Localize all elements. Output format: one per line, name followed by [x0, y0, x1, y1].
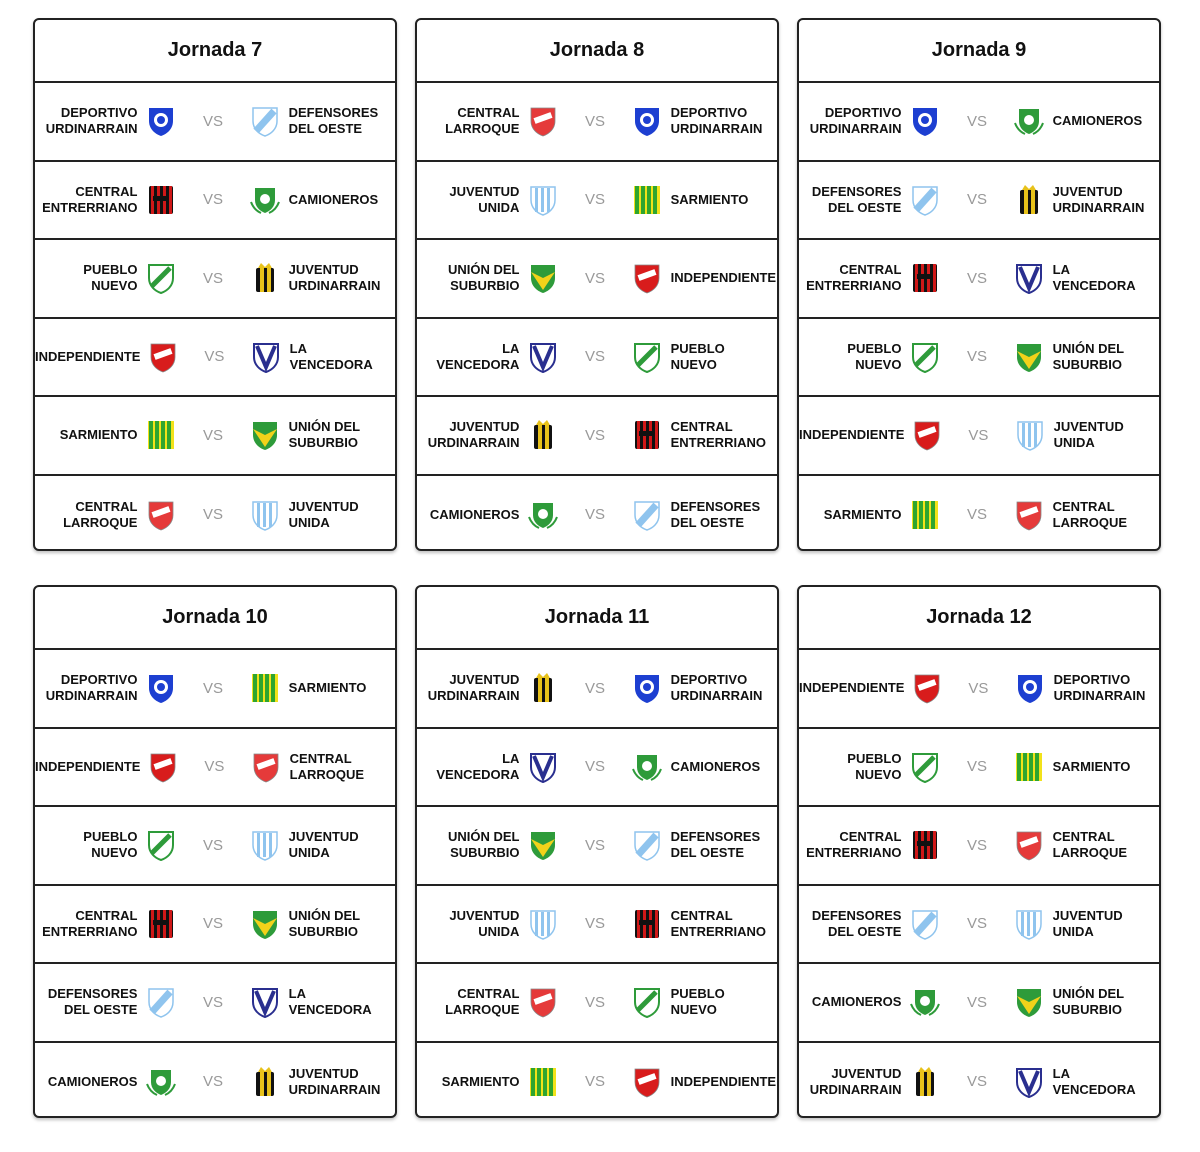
pueblo-nuevo-crest-icon [631, 341, 663, 373]
independiente-crest-icon [911, 672, 943, 704]
vs-label: VS [585, 915, 606, 933]
home-team-name: UNIÓN DEL SUBURBIO [447, 829, 520, 861]
sarmiento-crest-icon [1013, 751, 1045, 783]
match-row [35, 397, 395, 476]
independiente-crest-icon [631, 262, 663, 294]
la-vencedora-crest-icon [527, 341, 559, 373]
juventud-urdinarrain-crest-icon [249, 1066, 281, 1098]
away-team-name: UNIÓN DEL SUBURBIO [288, 419, 361, 451]
home-team-name: INDEPENDIENTE [799, 680, 905, 696]
match-row [35, 476, 395, 552]
camioneros-crest-icon [631, 751, 663, 783]
vs-label: VS [967, 993, 988, 1011]
vs-label: VS [585, 679, 606, 697]
union-del-suburbio-crest-icon [249, 419, 281, 451]
away-team-name: UNIÓN DEL SUBURBIO [1052, 340, 1125, 372]
away-team-name: JUVENTUD UNIDA [288, 498, 359, 530]
vs-label: VS [585, 269, 606, 287]
vs-label: VS [203, 915, 224, 933]
vs-label: VS [967, 269, 988, 287]
jornada-title: Jornada 11 [417, 587, 777, 650]
away-team-name: LA VENCEDORA [1052, 262, 1136, 294]
match-row [35, 964, 395, 1043]
home-team-name: PUEBLO NUEVO [847, 750, 902, 782]
away-team-name: UNIÓN DEL SUBURBIO [1052, 986, 1125, 1018]
camioneros-crest-icon [909, 986, 941, 1018]
pueblo-nuevo-crest-icon [631, 986, 663, 1018]
juventud-urdinarrain-crest-icon [527, 672, 559, 704]
away-team-name: INDEPENDIENTE [670, 270, 777, 286]
juventud-unida-crest-icon [1014, 419, 1046, 451]
vs-label: VS [204, 758, 225, 776]
match-row [417, 240, 777, 319]
defensores-del-oeste-crest-icon [631, 829, 663, 861]
union-del-suburbio-crest-icon [1013, 341, 1045, 373]
home-team-name: JUVENTUD UNIDA [449, 183, 520, 215]
home-team-name: INDEPENDIENTE [35, 348, 141, 364]
away-team-name: JUVENTUD UNIDA [288, 829, 359, 861]
away-team-name: JUVENTUD UNIDA [1053, 419, 1124, 451]
jornada-title: Jornada 12 [799, 587, 1159, 650]
defensores-del-oeste-crest-icon [909, 184, 941, 216]
match-row [35, 240, 395, 319]
central-entrerriano-crest-icon [631, 908, 663, 940]
away-team-name: JUVENTUD URDINARRAIN [288, 262, 381, 294]
match-row [35, 83, 395, 162]
away-team-name: CAMIONEROS [288, 191, 379, 207]
deportivo-urdinarrain-crest-icon [145, 672, 177, 704]
la-vencedora-crest-icon [250, 341, 282, 373]
match-row [799, 650, 1159, 729]
home-team-name: DEFENSORES DEL OESTE [811, 907, 902, 939]
juventud-urdinarrain-crest-icon [249, 262, 281, 294]
home-team-name: DEFENSORES DEL OESTE [47, 986, 138, 1018]
home-team-name: CENTRAL ENTRERRIANO [806, 829, 902, 861]
home-team-name: DEPORTIVO URDINARRAIN [45, 672, 138, 704]
jornada-title: Jornada 7 [35, 20, 395, 83]
vs-label: VS [585, 348, 606, 366]
away-team-name: DEPORTIVO URDINARRAIN [1053, 672, 1146, 704]
juventud-unida-crest-icon [249, 829, 281, 861]
home-team-name: SARMIENTO [823, 506, 902, 522]
match-row [799, 240, 1159, 319]
away-team-name: CENTRAL LARROQUE [289, 750, 365, 782]
la-vencedora-crest-icon [1013, 262, 1045, 294]
vs-label: VS [585, 758, 606, 776]
home-team-name: JUVENTUD URDINARRAIN [809, 1065, 902, 1097]
vs-label: VS [585, 836, 606, 854]
union-del-suburbio-crest-icon [249, 908, 281, 940]
match-row [799, 807, 1159, 886]
vs-label: VS [967, 191, 988, 209]
defensores-del-oeste-crest-icon [145, 986, 177, 1018]
match-row [799, 476, 1159, 552]
vs-label: VS [203, 1073, 224, 1091]
jornada-card [415, 18, 779, 551]
home-team-name: CENTRAL LARROQUE [445, 986, 520, 1018]
match-row [799, 319, 1159, 398]
match-row [799, 964, 1159, 1043]
vs-label: VS [968, 426, 989, 444]
away-team-name: SARMIENTO [670, 191, 749, 207]
sarmiento-crest-icon [249, 672, 281, 704]
vs-label: VS [968, 679, 989, 697]
pueblo-nuevo-crest-icon [909, 341, 941, 373]
juventud-urdinarrain-crest-icon [909, 1066, 941, 1098]
vs-label: VS [585, 506, 606, 524]
away-team-name: CENTRAL ENTRERRIANO [670, 907, 766, 939]
deportivo-urdinarrain-crest-icon [1014, 672, 1046, 704]
union-del-suburbio-crest-icon [527, 262, 559, 294]
camioneros-crest-icon [249, 184, 281, 216]
away-team-name: CENTRAL ENTRERRIANO [670, 419, 766, 451]
la-vencedora-crest-icon [1013, 1066, 1045, 1098]
camioneros-crest-icon [527, 499, 559, 531]
away-team-name: DEFENSORES DEL OESTE [670, 829, 761, 861]
match-row [417, 319, 777, 398]
deportivo-urdinarrain-crest-icon [631, 105, 663, 137]
vs-label: VS [585, 1073, 606, 1091]
match-row [799, 162, 1159, 241]
deportivo-urdinarrain-crest-icon [631, 672, 663, 704]
pueblo-nuevo-crest-icon [909, 751, 941, 783]
match-row [417, 964, 777, 1043]
camioneros-crest-icon [145, 1066, 177, 1098]
sarmiento-crest-icon [145, 419, 177, 451]
away-team-name: CAMIONEROS [670, 758, 761, 774]
vs-label: VS [585, 426, 606, 444]
jornada-card [797, 585, 1161, 1118]
away-team-name: DEFENSORES DEL OESTE [288, 105, 379, 137]
la-vencedora-crest-icon [249, 986, 281, 1018]
jornada-title: Jornada 10 [35, 587, 395, 650]
home-team-name: PUEBLO NUEVO [83, 262, 138, 294]
vs-label: VS [967, 348, 988, 366]
jornada-title: Jornada 8 [417, 20, 777, 83]
central-larroque-crest-icon [250, 751, 282, 783]
match-row [35, 886, 395, 965]
central-entrerriano-crest-icon [145, 908, 177, 940]
home-team-name: SARMIENTO [441, 1073, 520, 1089]
home-team-name: CAMIONEROS [429, 506, 520, 522]
away-team-name: LA VENCEDORA [288, 986, 372, 1018]
independiente-crest-icon [147, 341, 179, 373]
vs-label: VS [203, 836, 224, 854]
vs-label: VS [967, 836, 988, 854]
away-team-name: DEPORTIVO URDINARRAIN [670, 672, 763, 704]
away-team-name: LA VENCEDORA [1052, 1065, 1136, 1097]
match-row [417, 1043, 777, 1119]
home-team-name: CENTRAL ENTRERRIANO [42, 907, 138, 939]
juventud-urdinarrain-crest-icon [1013, 184, 1045, 216]
vs-label: VS [967, 1073, 988, 1091]
match-row [417, 729, 777, 808]
central-entrerriano-crest-icon [631, 419, 663, 451]
match-row [799, 397, 1159, 476]
match-row [35, 807, 395, 886]
match-row [417, 397, 777, 476]
juventud-unida-crest-icon [249, 499, 281, 531]
match-row [35, 1043, 395, 1119]
match-row [799, 729, 1159, 808]
vs-label: VS [967, 112, 988, 130]
home-team-name: CENTRAL ENTRERRIANO [806, 262, 902, 294]
home-team-name: JUVENTUD URDINARRAIN [427, 672, 520, 704]
pueblo-nuevo-crest-icon [145, 262, 177, 294]
deportivo-urdinarrain-crest-icon [909, 105, 941, 137]
central-entrerriano-crest-icon [909, 262, 941, 294]
home-team-name: UNIÓN DEL SUBURBIO [447, 262, 520, 294]
vs-label: VS [203, 993, 224, 1011]
away-team-name: PUEBLO NUEVO [670, 340, 725, 372]
vs-label: VS [203, 269, 224, 287]
jornada-title: Jornada 9 [799, 20, 1159, 83]
home-team-name: JUVENTUD URDINARRAIN [427, 419, 520, 451]
vs-label: VS [204, 348, 225, 366]
match-row [799, 1043, 1159, 1119]
central-entrerriano-crest-icon [145, 184, 177, 216]
independiente-crest-icon [631, 1066, 663, 1098]
away-team-name: DEPORTIVO URDINARRAIN [670, 105, 763, 137]
defensores-del-oeste-crest-icon [631, 499, 663, 531]
away-team-name: JUVENTUD URDINARRAIN [288, 1065, 381, 1097]
away-team-name: CAMIONEROS [1052, 113, 1143, 129]
match-row [417, 807, 777, 886]
central-larroque-crest-icon [145, 499, 177, 531]
pueblo-nuevo-crest-icon [145, 829, 177, 861]
union-del-suburbio-crest-icon [527, 829, 559, 861]
match-row [799, 886, 1159, 965]
home-team-name: CENTRAL ENTRERRIANO [42, 183, 138, 215]
home-team-name: INDEPENDIENTE [799, 427, 905, 443]
vs-label: VS [203, 506, 224, 524]
central-larroque-crest-icon [1013, 499, 1045, 531]
vs-label: VS [203, 679, 224, 697]
jornada-card [797, 18, 1161, 551]
away-team-name: INDEPENDIENTE [670, 1073, 777, 1089]
match-row [417, 650, 777, 729]
vs-label: VS [967, 758, 988, 776]
match-row [417, 886, 777, 965]
sarmiento-crest-icon [631, 184, 663, 216]
home-team-name: CAMIONEROS [811, 994, 902, 1010]
vs-label: VS [203, 191, 224, 209]
away-team-name: LA VENCEDORA [289, 340, 373, 372]
defensores-del-oeste-crest-icon [249, 105, 281, 137]
away-team-name: UNIÓN DEL SUBURBIO [288, 907, 361, 939]
home-team-name: JUVENTUD UNIDA [449, 907, 520, 939]
sarmiento-crest-icon [527, 1066, 559, 1098]
away-team-name: SARMIENTO [288, 680, 367, 696]
vs-label: VS [967, 915, 988, 933]
central-larroque-crest-icon [1013, 829, 1045, 861]
away-team-name: CENTRAL LARROQUE [1052, 829, 1128, 861]
home-team-name: CAMIONEROS [47, 1073, 138, 1089]
independiente-crest-icon [147, 751, 179, 783]
jornada-card [415, 585, 779, 1118]
juventud-unida-crest-icon [527, 184, 559, 216]
match-row [417, 476, 777, 552]
home-team-name: CENTRAL LARROQUE [63, 498, 138, 530]
vs-label: VS [585, 112, 606, 130]
juventud-unida-crest-icon [527, 908, 559, 940]
central-entrerriano-crest-icon [909, 829, 941, 861]
independiente-crest-icon [911, 419, 943, 451]
juventud-unida-crest-icon [1013, 908, 1045, 940]
away-team-name: CENTRAL LARROQUE [1052, 498, 1128, 530]
match-row [417, 162, 777, 241]
union-del-suburbio-crest-icon [1013, 986, 1045, 1018]
home-team-name: LA VENCEDORA [436, 340, 520, 372]
sarmiento-crest-icon [909, 499, 941, 531]
away-team-name: SARMIENTO [1052, 758, 1131, 774]
vs-label: VS [203, 112, 224, 130]
match-row [799, 83, 1159, 162]
match-row [35, 650, 395, 729]
jornada-card [33, 18, 397, 551]
vs-label: VS [967, 506, 988, 524]
camioneros-crest-icon [1013, 105, 1045, 137]
central-larroque-crest-icon [527, 105, 559, 137]
jornada-card [33, 585, 397, 1118]
away-team-name: JUVENTUD URDINARRAIN [1052, 183, 1145, 215]
match-row [35, 729, 395, 808]
away-team-name: JUVENTUD UNIDA [1052, 907, 1123, 939]
deportivo-urdinarrain-crest-icon [145, 105, 177, 137]
home-team-name: INDEPENDIENTE [35, 758, 141, 774]
vs-label: VS [585, 993, 606, 1011]
home-team-name: PUEBLO NUEVO [83, 829, 138, 861]
home-team-name: CENTRAL LARROQUE [445, 105, 520, 137]
vs-label: VS [585, 191, 606, 209]
la-vencedora-crest-icon [527, 751, 559, 783]
match-row [35, 162, 395, 241]
home-team-name: LA VENCEDORA [436, 750, 520, 782]
defensores-del-oeste-crest-icon [909, 908, 941, 940]
match-row [35, 319, 395, 398]
juventud-urdinarrain-crest-icon [527, 419, 559, 451]
central-larroque-crest-icon [527, 986, 559, 1018]
away-team-name: PUEBLO NUEVO [670, 986, 725, 1018]
home-team-name: DEFENSORES DEL OESTE [811, 183, 902, 215]
home-team-name: DEPORTIVO URDINARRAIN [45, 105, 138, 137]
home-team-name: DEPORTIVO URDINARRAIN [809, 105, 902, 137]
home-team-name: PUEBLO NUEVO [847, 340, 902, 372]
home-team-name: SARMIENTO [59, 427, 138, 443]
away-team-name: DEFENSORES DEL OESTE [670, 498, 761, 530]
vs-label: VS [203, 426, 224, 444]
match-row [417, 83, 777, 162]
